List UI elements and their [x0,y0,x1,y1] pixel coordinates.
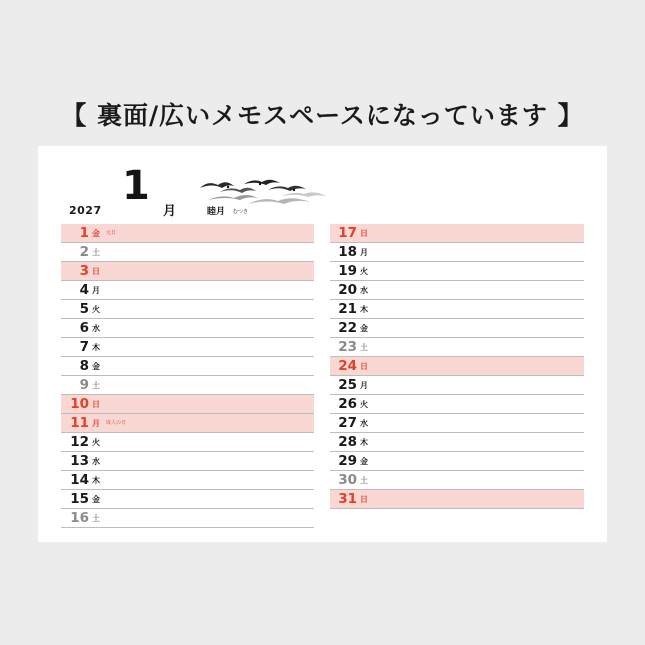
day-weekday: 水 [360,286,368,295]
day-weekday: 木 [92,476,100,485]
day-number: 19 [338,263,357,279]
day-weekday: 土 [360,343,368,352]
day-number: 23 [338,339,357,355]
day-row [61,490,314,509]
day-number: 6 [79,320,89,336]
day-number: 21 [338,301,357,317]
day-number: 20 [338,282,357,298]
day-weekday: 金 [92,495,100,504]
day-weekday: 水 [360,419,368,428]
day-number: 5 [79,301,89,317]
day-row [61,224,314,243]
day-number: 18 [338,244,357,260]
day-row [61,509,314,528]
day-number: 13 [70,453,89,469]
holiday-note: 成人の日 [106,420,127,426]
day-row [330,471,584,490]
calendar-column-left [61,224,314,528]
day-number: 14 [70,472,89,488]
day-number: 15 [70,491,89,507]
calendar-year: 2027 [69,204,102,217]
day-weekday: 火 [92,305,100,314]
day-row [330,224,584,243]
day-number: 17 [338,225,357,241]
day-number: 8 [79,358,89,374]
calendar-column-right [330,224,584,509]
day-weekday: 日 [360,362,368,371]
day-weekday: 金 [92,362,100,371]
day-number: 4 [79,282,89,298]
day-number: 29 [338,453,357,469]
day-weekday: 月 [92,419,100,428]
month-traditional-name: 睦月 [207,207,226,217]
day-weekday: 月 [360,381,368,390]
day-weekday: 月 [92,286,100,295]
day-row [330,281,584,300]
day-weekday: 火 [360,267,368,276]
day-number: 10 [70,396,89,412]
day-weekday: 火 [360,400,368,409]
day-weekday: 金 [360,457,368,466]
day-weekday: 月 [360,248,368,257]
day-row [330,376,584,395]
day-row [61,376,314,395]
day-row [330,338,584,357]
day-number: 24 [338,358,357,374]
day-number: 28 [338,434,357,450]
month-kanji: 月 [163,204,177,219]
day-row [61,300,314,319]
day-weekday: 金 [92,229,100,238]
calendar-sheet [38,146,607,542]
day-number: 27 [338,415,357,431]
day-number: 16 [70,510,89,526]
day-weekday: 火 [92,438,100,447]
month-reading: むつき [233,209,249,215]
day-weekday: 日 [92,267,100,276]
day-weekday: 金 [360,324,368,333]
holiday-note: 元日 [106,230,117,236]
day-weekday: 土 [92,248,100,257]
day-row [61,281,314,300]
day-weekday: 水 [92,457,100,466]
day-weekday: 木 [360,438,368,447]
day-number: 2 [79,244,89,260]
day-weekday: 水 [92,324,100,333]
day-number: 30 [338,472,357,488]
day-row [330,395,584,414]
day-row [61,471,314,490]
day-row [330,243,584,262]
day-row [61,357,314,376]
flying-birds-illustration [198,176,328,212]
day-number: 31 [338,491,357,507]
day-row [330,262,584,281]
day-row [61,319,314,338]
day-row [330,452,584,471]
day-row [61,243,314,262]
day-row [61,338,314,357]
page-headline: 【 裏面/広いメモスペースになっています 】 [61,101,584,130]
day-weekday: 日 [360,229,368,238]
day-row [330,300,584,319]
day-row [330,319,584,338]
day-number: 3 [79,263,89,279]
day-row [61,262,314,281]
day-number: 11 [70,415,89,431]
day-weekday: 土 [92,381,100,390]
month-number: 1 [122,163,150,209]
day-number: 12 [70,434,89,450]
day-row [330,490,584,509]
day-number: 22 [338,320,357,336]
day-number: 1 [79,225,89,241]
day-number: 9 [79,377,89,393]
day-row [61,452,314,471]
day-number: 25 [338,377,357,393]
day-weekday: 木 [92,343,100,352]
day-weekday: 土 [92,514,100,523]
day-weekday: 土 [360,476,368,485]
day-number: 7 [79,339,89,355]
day-row [330,433,584,452]
day-row [330,414,584,433]
day-row [61,433,314,452]
day-weekday: 日 [360,495,368,504]
day-row [330,357,584,376]
day-weekday: 木 [360,305,368,314]
day-row [61,414,314,433]
day-row [61,395,314,414]
day-number: 26 [338,396,357,412]
day-weekday: 日 [92,400,100,409]
